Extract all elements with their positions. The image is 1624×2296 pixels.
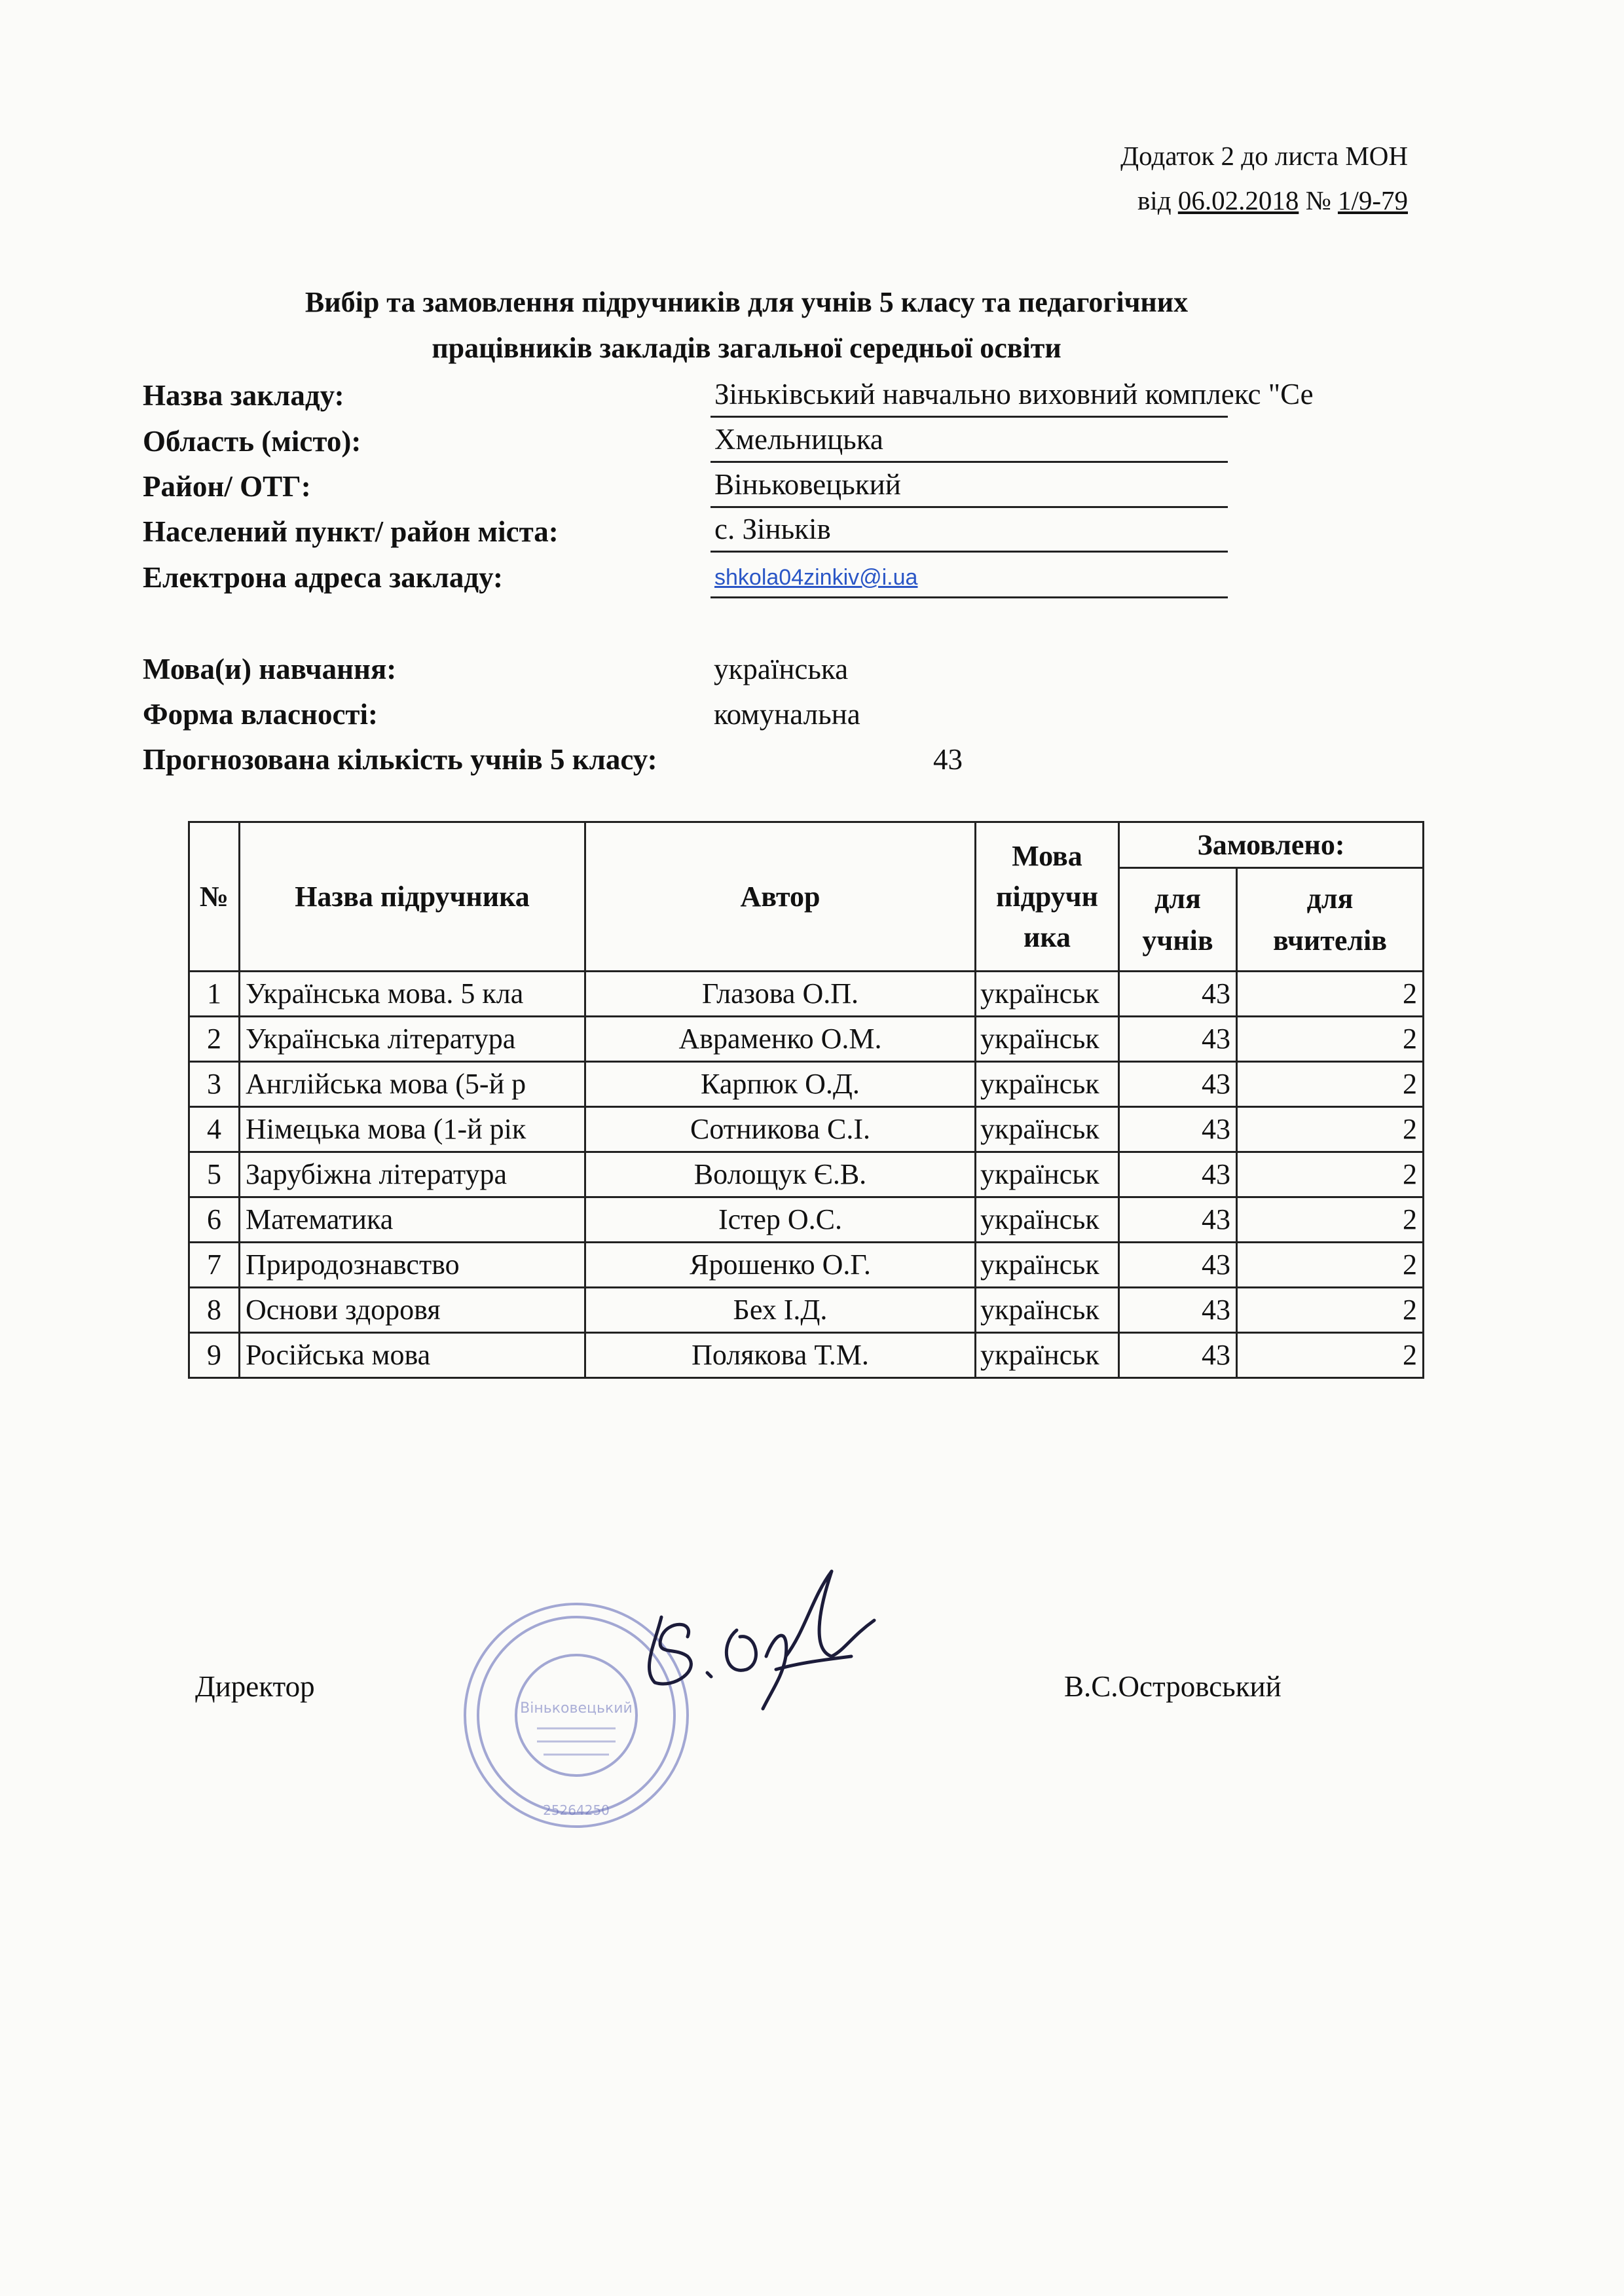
email-link[interactable]: shkola04zinkiv@i.ua — [714, 565, 918, 590]
ordered-for-teachers: 2 — [1237, 1333, 1424, 1378]
ordered-for-teachers: 2 — [1237, 972, 1424, 1017]
ordered-for-teachers: 2 — [1237, 1197, 1424, 1243]
row-number: 5 — [189, 1152, 240, 1197]
letter-reference — [1137, 185, 1408, 216]
textbook-language: українськ — [976, 1197, 1119, 1243]
textbook-name: Математика — [240, 1197, 585, 1243]
textbook-author: Волощук Є.В. — [585, 1152, 976, 1197]
textbook-language: українськ — [976, 972, 1119, 1017]
ordered-for-students: 43 — [1119, 1288, 1237, 1333]
institution-underline — [710, 416, 1228, 418]
row-number: 6 — [189, 1197, 240, 1243]
header-students — [1119, 868, 1237, 972]
textbook-language: українськ — [976, 1288, 1119, 1333]
ownership-label: Форма власності: — [143, 698, 378, 731]
textbook-author: Авраменко О.М. — [585, 1017, 976, 1062]
textbook-author: Полякова Т.М. — [585, 1333, 976, 1378]
row-number: 8 — [189, 1288, 240, 1333]
header-students-line2: учнів — [1142, 924, 1213, 957]
director-signature — [616, 1558, 891, 1728]
row-number: 1 — [189, 972, 240, 1017]
row-number: 3 — [189, 1062, 240, 1107]
email-field — [710, 555, 1228, 598]
institution-value: Зіньківський навчально виховний комплекс "Се — [714, 378, 1314, 410]
textbook-author: Сотникова С.І. — [585, 1107, 976, 1152]
ordered-for-students: 43 — [1119, 972, 1237, 1017]
textbook-author: Карпюк О.Д. — [585, 1062, 976, 1107]
textbook-author: Істер О.С. — [585, 1197, 976, 1243]
header-author: Автор — [585, 822, 976, 972]
textbook-language: українськ — [976, 1152, 1119, 1197]
letter-prefix: від — [1137, 185, 1178, 215]
table-row — [189, 1152, 1424, 1197]
ordered-for-students: 43 — [1119, 1333, 1237, 1378]
row-number: 4 — [189, 1107, 240, 1152]
table-row — [189, 1017, 1424, 1062]
textbook-author: Глазова О.П. — [585, 972, 976, 1017]
textbook-name: Основи здоровя — [240, 1288, 585, 1333]
textbook-language: українськ — [976, 1333, 1119, 1378]
header-teachers-line2: вчителів — [1272, 924, 1388, 957]
district-label: Район/ ОТГ: — [143, 470, 311, 503]
ordered-for-teachers: 2 — [1237, 1017, 1424, 1062]
textbook-language: українськ — [976, 1062, 1119, 1107]
textbook-author: Ярошенко О.Г. — [585, 1243, 976, 1288]
settlement-label: Населений пункт/ район міста: — [143, 515, 559, 548]
ordered-for-students: 43 — [1119, 1152, 1237, 1197]
textbook-name: Російська мова — [240, 1333, 585, 1378]
table-row — [189, 1197, 1424, 1243]
ordered-for-students: 43 — [1119, 1197, 1237, 1243]
director-label: Директор — [195, 1670, 315, 1703]
header-students-line1: для — [1154, 882, 1201, 915]
ordered-for-teachers: 2 — [1237, 1152, 1424, 1197]
textbook-name: Зарубіжна література — [240, 1152, 585, 1197]
ordered-for-students: 43 — [1119, 1107, 1237, 1152]
textbook-language: українськ — [976, 1243, 1119, 1288]
region-value: Хмельницька — [710, 420, 1228, 463]
forecast-label: Прогнозована кількість учнів 5 класу: — [143, 743, 657, 776]
textbook-language: українськ — [976, 1107, 1119, 1152]
header-language-line2: підручн — [996, 880, 1098, 913]
table-row — [189, 1288, 1424, 1333]
table-body — [189, 972, 1424, 1378]
table-row — [189, 972, 1424, 1017]
district-value: Віньковецький — [710, 465, 1228, 508]
table-row — [189, 1107, 1424, 1152]
email-label: Електрона адреса закладу: — [143, 561, 504, 594]
header-language-line1: Мова — [1012, 839, 1082, 872]
appendix-note: Додаток 2 до листа МОН — [1120, 141, 1408, 171]
letter-date: 06.02.2018 — [1177, 185, 1299, 215]
textbook-name: Природознавство — [240, 1243, 585, 1288]
ordered-for-students: 43 — [1119, 1062, 1237, 1107]
document-title-line1: Вибір та замовлення підручників для учнів 5 класу та педагогічних — [304, 286, 1189, 318]
textbook-name: Українська мова. 5 кла — [240, 972, 585, 1017]
ordered-for-students: 43 — [1119, 1243, 1237, 1288]
letter-number-sign: № — [1299, 185, 1338, 215]
institution-label: Назва закладу: — [143, 379, 344, 412]
header-name: Назва підручника — [240, 822, 585, 972]
textbook-name: Німецька мова (1-й рік — [240, 1107, 585, 1152]
ordered-for-teachers: 2 — [1237, 1288, 1424, 1333]
header-teachers — [1237, 868, 1424, 972]
language-value: українська — [714, 653, 849, 685]
header-language — [976, 822, 1119, 972]
table-row — [189, 1243, 1424, 1288]
header-language-line3: ика — [1023, 920, 1071, 953]
ordered-for-students: 43 — [1119, 1017, 1237, 1062]
header-ordered: Замовлено: — [1119, 822, 1424, 868]
textbook-name: Англійська мова (5-й р — [240, 1062, 585, 1107]
stamp-code: 25264250 — [543, 1802, 610, 1818]
document-title-line2: працівників закладів загальної середньої освіти — [432, 332, 1061, 364]
header-num: № — [189, 822, 240, 972]
row-number: 7 — [189, 1243, 240, 1288]
textbook-author: Бех І.Д. — [585, 1288, 976, 1333]
ordered-for-teachers: 2 — [1237, 1243, 1424, 1288]
textbook-language: українськ — [976, 1017, 1119, 1062]
region-label: Область (місто): — [143, 425, 361, 458]
textbook-name: Українська література — [240, 1017, 585, 1062]
letter-number: 1/9-79 — [1337, 185, 1408, 215]
ordered-for-teachers: 2 — [1237, 1062, 1424, 1107]
table-row — [189, 1062, 1424, 1107]
language-label: Мова(и) навчання: — [143, 653, 397, 685]
settlement-value: с. Зіньків — [710, 509, 1228, 553]
stamp-text: Віньковецький — [520, 1700, 633, 1717]
forecast-value: 43 — [933, 743, 963, 776]
header-teachers-line1: для — [1306, 882, 1354, 915]
row-number: 9 — [189, 1333, 240, 1378]
director-name: В.С.Островський — [1064, 1670, 1282, 1703]
ownership-value: комунальна — [714, 698, 860, 731]
table-row — [189, 1333, 1424, 1378]
textbook-order-table — [188, 821, 1424, 1379]
row-number: 2 — [189, 1017, 240, 1062]
ordered-for-teachers: 2 — [1237, 1107, 1424, 1152]
